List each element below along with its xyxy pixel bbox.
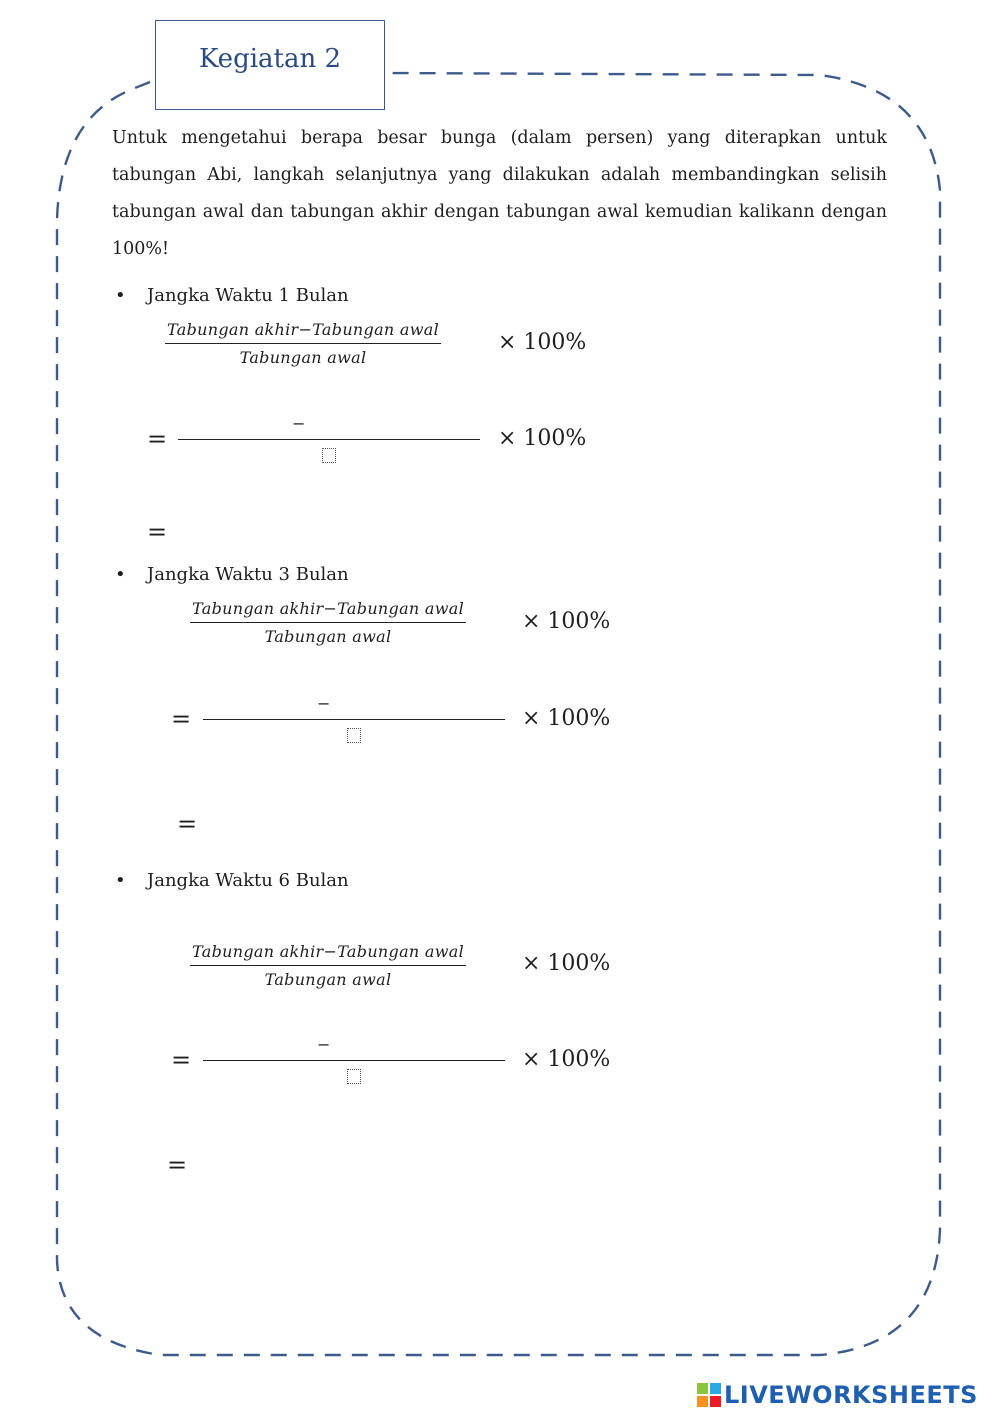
times-100-percent: × 100% <box>522 951 611 976</box>
denominator-placeholder-box[interactable] <box>347 1069 361 1084</box>
fraction-denominator: Tabungan awal <box>264 970 392 989</box>
fraction-denominator: Tabungan awal <box>239 348 367 367</box>
section-label: Jangka Waktu 6 Bulan <box>147 870 349 891</box>
denominator-placeholder-box[interactable] <box>347 728 361 743</box>
equals-sign: = <box>171 705 192 733</box>
result-equals-sign: = <box>167 1151 188 1179</box>
formula-fraction <box>190 942 466 989</box>
logo-mark-icon <box>697 1383 721 1407</box>
liveworksheets-logo <box>697 1381 978 1409</box>
section-2-heading <box>115 564 349 585</box>
times-100-percent: × 100% <box>498 426 587 451</box>
times-100-percent: × 100% <box>498 330 587 355</box>
fraction-numerator: Tabungan akhir−Tabungan awal <box>165 320 441 344</box>
logo-square <box>697 1383 708 1394</box>
equals-sign: = <box>147 425 168 453</box>
formula-fraction <box>190 599 466 646</box>
fraction-bar <box>203 719 505 720</box>
formula-fraction <box>165 320 441 367</box>
bullet-icon: • <box>115 870 126 891</box>
fraction-numerator: Tabungan akhir−Tabungan awal <box>190 599 466 623</box>
title-box <box>155 20 385 110</box>
equals-sign: = <box>171 1046 192 1074</box>
denominator-placeholder-box[interactable] <box>322 448 336 463</box>
section-3-heading <box>115 870 349 891</box>
instruction-paragraph: Untuk mengetahui berapa besar bunga (dalam persen) yang diterapkan untuk tabungan Abi, langkah selanjutnya yang dilakukan adalah membandingkan selisih tabungan awal dan tabungan akhir dengan tabungan awal kemudian kalikann dengan 100%! <box>112 128 887 259</box>
brand-name: LIVEWORKSHEETS <box>724 1381 978 1409</box>
minus-sign: − <box>317 1035 331 1054</box>
minus-sign: − <box>292 414 306 433</box>
times-100-percent: × 100% <box>522 706 611 731</box>
result-equals-sign: = <box>147 518 168 546</box>
fraction-numerator: Tabungan akhir−Tabungan awal <box>190 942 466 966</box>
minus-sign: − <box>317 694 331 713</box>
section-label: Jangka Waktu 1 Bulan <box>147 285 349 306</box>
section-label: Jangka Waktu 3 Bulan <box>147 564 349 585</box>
times-100-percent: × 100% <box>522 1047 611 1072</box>
bullet-icon: • <box>115 285 126 306</box>
times-100-percent: × 100% <box>522 609 611 634</box>
fraction-denominator: Tabungan awal <box>264 627 392 646</box>
logo-square <box>710 1383 721 1394</box>
bullet-icon: • <box>115 564 126 585</box>
section-1-heading <box>115 285 349 306</box>
fraction-bar <box>203 1060 505 1061</box>
page-title: Kegiatan 2 <box>198 44 342 74</box>
result-equals-sign: = <box>177 810 198 838</box>
fraction-bar <box>178 439 480 440</box>
logo-square <box>710 1396 721 1407</box>
logo-square <box>697 1396 708 1407</box>
